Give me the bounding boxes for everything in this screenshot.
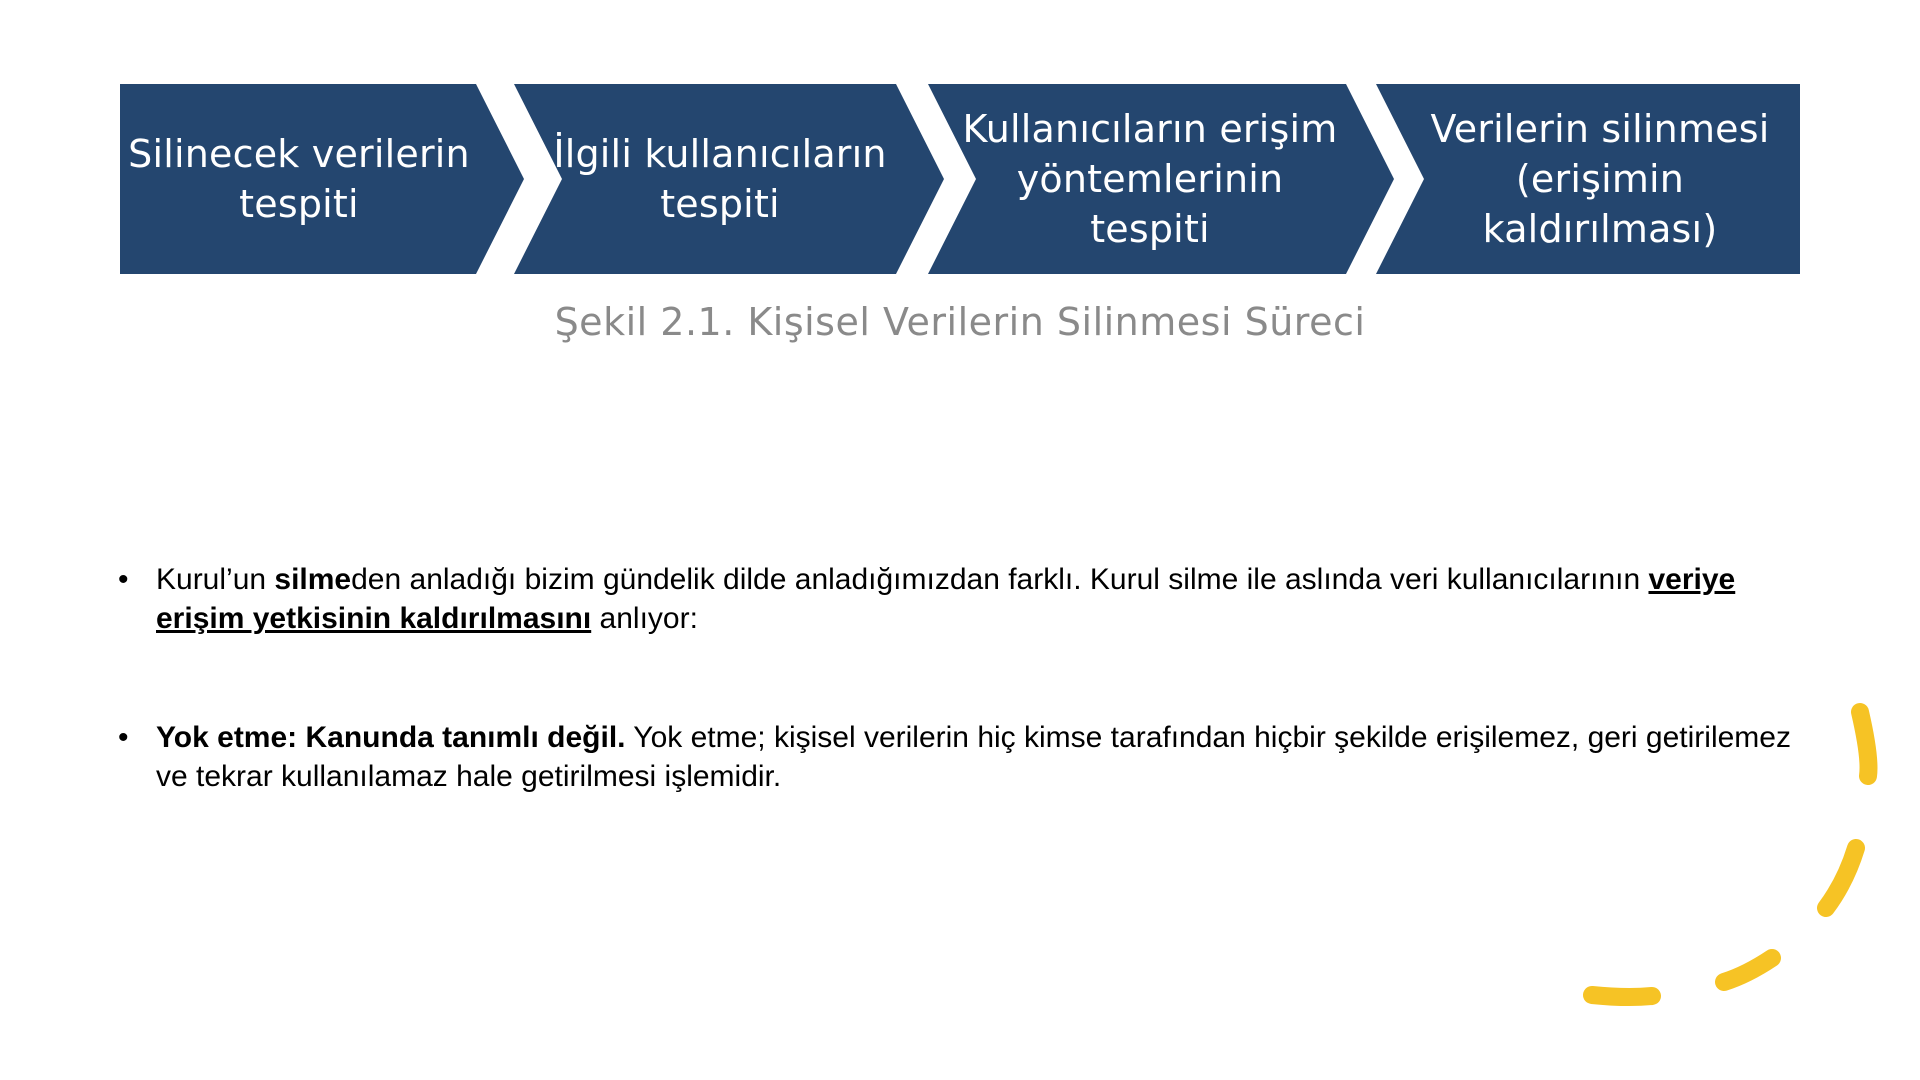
step-1-line-2: tespiti xyxy=(239,182,359,226)
bullet-2-bold-heading: Yok etme: Kanunda tanımlı değil. xyxy=(156,721,626,754)
process-step-2 xyxy=(540,84,900,274)
step-3-line-1: Kullanıcıların erişim xyxy=(962,107,1338,151)
decor-dash-2 xyxy=(1826,848,1856,908)
process-step-1 xyxy=(120,84,478,274)
bullet-item-1 xyxy=(118,560,1818,638)
bullet-marker: • xyxy=(118,721,129,754)
process-diagram xyxy=(120,84,1800,274)
step-1-line-1: Silinecek verilerin xyxy=(128,132,470,176)
step-3-line-3: tespiti xyxy=(1090,207,1210,251)
step-2-line-1: İlgili kullanıcıların xyxy=(553,132,887,176)
process-step-3 xyxy=(950,84,1350,274)
step-3-line-2: yöntemlerinin xyxy=(1016,157,1284,201)
decor-dash-4 xyxy=(1592,995,1652,997)
figure-caption: Şekil 2.1. Kişisel Verilerin Silinmesi Süreci xyxy=(554,300,1366,344)
dashed-arc-decoration xyxy=(1540,690,1900,1030)
step-4-line-3: kaldırılması) xyxy=(1482,207,1718,251)
decor-dash-3 xyxy=(1724,958,1772,982)
bullet-1-text-2: den anladığı bizim gündelik dilde anladığımızdan farklı. Kurul silme ile aslında veri kullanıcılarının xyxy=(351,563,1649,596)
decor-dash-1 xyxy=(1860,712,1869,776)
bullet-1-bold-silme: silme xyxy=(274,563,352,596)
step-4-line-2: (erişimin xyxy=(1515,157,1685,201)
bullet-1-underlined-phrase: veriye erişim yetkisinin kaldırılmasını xyxy=(156,563,1736,635)
step-2-line-2: tespiti xyxy=(660,182,780,226)
bullet-2-text: Yok etme; kişisel verilerin hiç kimse tarafından hiçbir şekilde erişilemez, geri getirilemez ve tekrar kullanılamaz hale getirilmesi işlemidir. xyxy=(156,721,1791,793)
process-step-4 xyxy=(1400,84,1800,274)
bullet-marker: • xyxy=(118,563,129,596)
bullet-1-text-3: anlıyor: xyxy=(591,602,698,635)
step-4-line-1: Verilerin silinmesi xyxy=(1430,107,1770,151)
bullet-1-text-1: Kurul’un xyxy=(156,563,275,596)
